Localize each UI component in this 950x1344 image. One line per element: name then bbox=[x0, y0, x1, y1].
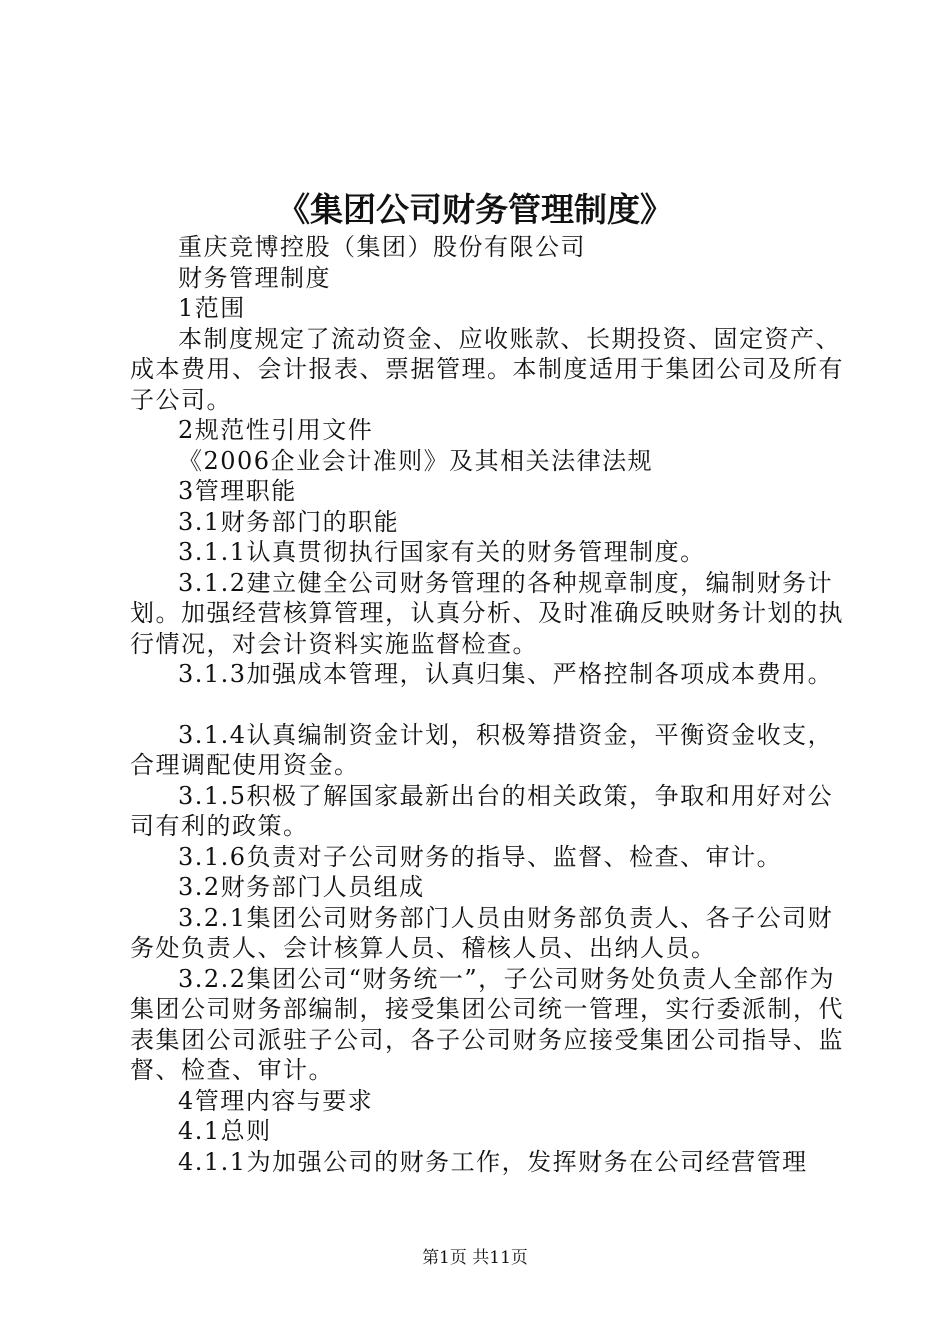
paragraph-4-1-1: 4.1.1为加强公司的财务工作，发挥财务在公司经营管理 bbox=[178, 1147, 808, 1176]
section-heading-2: 2规范性引用文件 bbox=[178, 416, 374, 444]
paragraph-subtitle: 财务管理制度 bbox=[178, 263, 331, 292]
paragraph-3-1-4: 3.1.4认真编制资金计划，积极筹措资金，平衡资金收支，合理调配使用资金。 bbox=[130, 720, 834, 779]
paragraph-scope: 本制度规定了流动资金、应收账款、长期投资、固定资产、成本费用、会计报表、票据管理。本制度适用于集团公司及所有子公司。 bbox=[130, 324, 844, 414]
paragraph-reference: 《2006企业会计准则》及其相关法律法规 bbox=[178, 446, 654, 475]
paragraph-3-2-1: 3.2.1集团公司财务部门人员由财务部负责人、各子公司财务处负责人、会计核算人员、稽核人员、出纳人员。 bbox=[130, 903, 834, 962]
paragraph-3-1-5: 3.1.5积极了解国家最新出台的相关政策，争取和用好对公司有利的政策。 bbox=[130, 781, 834, 840]
document-title: 《集团公司财务管理制度》 bbox=[277, 190, 673, 229]
subsection-heading-3-2: 3.2财务部门人员组成 bbox=[178, 873, 425, 901]
subsection-heading-4-1: 4.1总则 bbox=[178, 1117, 272, 1145]
subsection-heading-3-1: 3.1财务部门的职能 bbox=[178, 507, 400, 536]
paragraph-3-1-6: 3.1.6负责对子公司财务的指导、监督、检查、审计。 bbox=[178, 842, 783, 871]
page-footer: 第1页 共11页 bbox=[422, 1248, 528, 1268]
paragraph-3-1-1: 3.1.1认真贯彻执行国家有关的财务管理制度。 bbox=[178, 538, 706, 566]
paragraph-3-1-3: 3.1.3加强成本管理，认真归集、严格控制各项成本费用。 bbox=[178, 660, 834, 688]
paragraph-3-1-2: 3.1.2建立健全公司财务管理的各种规章制度，编制财务计划。加强经营核算管理，认真分析、及时准确反映财务计划的执行情况，对会计资料实施监督检查。 bbox=[130, 568, 844, 658]
document-body bbox=[130, 232, 850, 1177]
section-heading-4: 4管理内容与要求 bbox=[178, 1086, 374, 1115]
paragraph-company-name: 重庆竞博控股（集团）股份有限公司 bbox=[178, 233, 586, 261]
section-heading-3: 3管理职能 bbox=[178, 477, 297, 505]
section-heading-1: 1范围 bbox=[178, 294, 246, 322]
paragraph-3-2-2: 3.2.2集团公司“财务统一”，子公司财务处负责人全部作为集团公司财务部编制，接受集团公司统一管理，实行委派制，代表集团公司派驻子公司，各子公司财务应接受集团公司指导、监督、检查、审计。 bbox=[130, 964, 844, 1084]
